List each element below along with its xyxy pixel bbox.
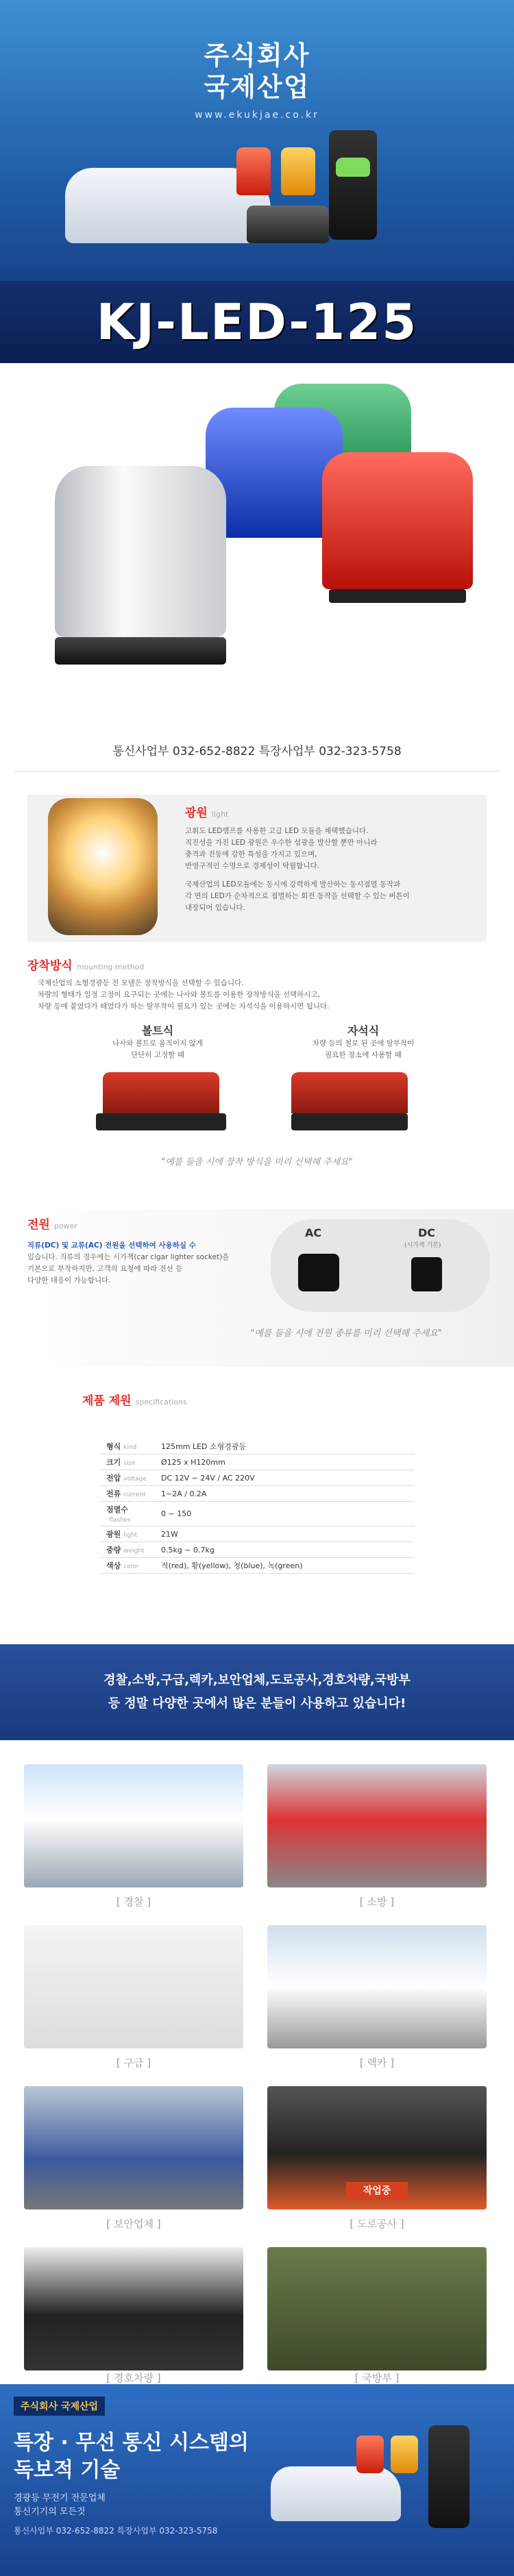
spec-key-en: current bbox=[123, 1491, 146, 1498]
light-source-text bbox=[185, 826, 480, 914]
model-title: KJ-LED-125 bbox=[96, 293, 418, 351]
footer-red-beacon bbox=[356, 2436, 384, 2473]
spec-row bbox=[99, 1486, 415, 1502]
spec-value: 125mm LED 소형경광등 bbox=[154, 1439, 415, 1454]
header-banner bbox=[0, 0, 514, 301]
text-line: 반영구적인 수명으로 경제성이 탁월합니다. bbox=[185, 862, 319, 870]
clear-beacon-image bbox=[55, 466, 226, 637]
text-line: 있습니다. 직류의 경우에는 시가잭(car cigar lighter socket)을 bbox=[27, 1253, 230, 1261]
clear-beacon-base bbox=[55, 637, 226, 665]
magnet-type-desc: 필요한 장소에 사용할 때 bbox=[325, 1051, 402, 1059]
tow-truck-photo bbox=[267, 1925, 487, 2048]
spec-key-label: 광원 bbox=[106, 1530, 121, 1539]
specs-title: 제품 제원 bbox=[82, 1394, 132, 1408]
spec-key bbox=[99, 1558, 154, 1574]
footer-headline2: 독보적 기술 bbox=[14, 2458, 121, 2482]
footer-radio-image bbox=[428, 2425, 469, 2528]
text-line: 직류(DC) 및 교류(AC) 전원을 선택하여 사용하실 수 bbox=[27, 1241, 196, 1250]
red-beacon-image-large bbox=[322, 452, 473, 589]
footer-company-tag: 주식회사 국제산업 bbox=[14, 2397, 105, 2416]
military-truck-photo bbox=[267, 2247, 487, 2370]
dc-sub-label: (시가잭 기본) bbox=[404, 1242, 441, 1249]
gallery-caption: [ 소방 ] bbox=[359, 1896, 395, 1908]
spec-value: Ø125 x H120mm bbox=[154, 1454, 415, 1470]
spec-key-en: kind bbox=[123, 1444, 137, 1451]
text-line: 고휘도 LED램프를 사용한 고급 LED 모듈을 채택했습니다. bbox=[185, 827, 369, 835]
light-source-section bbox=[27, 795, 487, 942]
spec-row bbox=[99, 1558, 415, 1574]
road-sign: 작업중 bbox=[346, 2182, 408, 2200]
text-line: 각 면의 LED가 순차적으로 점멸하는 회전 동작을 선택할 수 있는 버튼이 bbox=[185, 892, 410, 900]
magnet-mount-image bbox=[291, 1072, 408, 1113]
magnet-type bbox=[288, 1022, 439, 1061]
bolt-type-title: 볼트식 bbox=[141, 1024, 174, 1037]
magnet-type-desc: 차량 등의 철로 된 곳에 탈부착이 bbox=[312, 1039, 415, 1048]
text-line: 차량의 형태가 일정 고정이 요구되는 곳에는 나사와 볼트를 이용한 장착방식을 선택하시고, bbox=[38, 991, 321, 999]
spec-key bbox=[99, 1502, 154, 1526]
spec-row bbox=[99, 1526, 415, 1542]
magnet-type-title: 자석식 bbox=[347, 1024, 380, 1037]
gallery-caption: [ 렉카 ] bbox=[359, 2057, 395, 2069]
spec-key bbox=[99, 1486, 154, 1502]
spec-value: 적(red), 황(yellow), 청(blue), 녹(green) bbox=[154, 1558, 415, 1574]
mounting-title: 장착방식 bbox=[27, 959, 73, 973]
mounting-text bbox=[38, 978, 476, 1013]
red-beacon-base bbox=[329, 589, 466, 603]
text-line: 차량 등에 붙였다가 떼었다가 하는 탈부착이 필요가 있는 곳에는 자석식을 이용하시면 됩니다. bbox=[38, 1002, 330, 1011]
spec-row bbox=[99, 1439, 415, 1454]
spec-key-label: 전류 bbox=[106, 1489, 121, 1498]
spec-value: 0.5kg ~ 0.7kg bbox=[154, 1542, 415, 1558]
footer-police-car-image bbox=[271, 2466, 401, 2521]
spec-key bbox=[99, 1526, 154, 1542]
spec-key-label: 형식 bbox=[106, 1442, 121, 1451]
spec-row bbox=[99, 1470, 415, 1486]
text-line: 다양한 대응이 가능합니다. bbox=[27, 1276, 111, 1285]
spec-row bbox=[99, 1542, 415, 1558]
footer-headline1: 특장 · 무선 통신 시스템의 bbox=[14, 2431, 249, 2455]
company-name-line1: 주식회사 bbox=[204, 40, 310, 71]
text-line: 직진성을 가진 LED 광원은 우수한 섬광을 발산할 뿐만 아니라 bbox=[185, 839, 378, 847]
magnet-mount-base bbox=[291, 1113, 408, 1130]
usage-line2: 등 정말 다양한 곳에서 많은 분들이 사용하고 있습니다! bbox=[108, 1696, 406, 1711]
product-photo-area bbox=[0, 363, 514, 747]
gallery bbox=[0, 1764, 514, 2384]
power-heading bbox=[27, 1215, 77, 1232]
radio-image bbox=[329, 130, 377, 240]
power-title-en: power bbox=[53, 1222, 77, 1230]
spec-key bbox=[99, 1439, 154, 1454]
mounting-title-en: mounting method bbox=[76, 963, 145, 971]
specs-section bbox=[0, 1391, 514, 1610]
footer-sub1: 경광등 무전기 전문업체 bbox=[14, 2493, 106, 2503]
website-url[interactable]: www.ekukjae.co.kr bbox=[195, 110, 319, 121]
spec-key-en: weight bbox=[123, 1548, 145, 1555]
spec-key-en: size bbox=[123, 1460, 136, 1467]
spec-key-label: 전압 bbox=[106, 1474, 121, 1483]
gallery-caption: [ 국방부 ] bbox=[354, 2372, 400, 2384]
bolt-type-desc: 단단히 고정할 때 bbox=[131, 1051, 184, 1059]
fire-truck-photo bbox=[267, 1764, 487, 1887]
mounting-section bbox=[0, 956, 514, 1192]
bolt-mount-image bbox=[103, 1072, 219, 1113]
text-line: 국제산업의 소형경광등 전 모델은 장착방식을 선택할 수 있습니다. bbox=[38, 979, 244, 987]
radio-screen bbox=[336, 158, 370, 177]
text-line: 내장되어 있습니다. bbox=[185, 904, 245, 912]
power-title: 전원 bbox=[27, 1218, 50, 1232]
spec-key-label: 색상 bbox=[106, 1561, 121, 1570]
spec-value: 21W bbox=[154, 1526, 415, 1542]
bolt-type-desc: 나사와 볼트로 움직이지 않게 bbox=[112, 1039, 203, 1048]
light-source-title-en: light bbox=[211, 810, 229, 819]
bolt-type bbox=[89, 1022, 226, 1061]
police-photo bbox=[24, 1764, 243, 1887]
usage-banner bbox=[0, 1644, 514, 1740]
gallery-caption: [ 경호차량 ] bbox=[106, 2372, 161, 2384]
spec-key-en: color bbox=[123, 1563, 139, 1570]
contact-line: 통신사업부 032-652-8822 특장사업부 032-323-5758 bbox=[112, 745, 402, 758]
power-section bbox=[0, 1209, 514, 1367]
footer-contact: 통신사업부 032-652-8822 특장사업부 032-323-5758 bbox=[14, 2526, 218, 2536]
spec-key bbox=[99, 1470, 154, 1486]
power-text bbox=[27, 1240, 254, 1287]
spec-key-en: voltage bbox=[123, 1476, 147, 1483]
mounting-heading bbox=[27, 956, 144, 973]
usage-line1: 경찰,소방,구급,렉카,보안업체,도로공사,경호차량,국방부 bbox=[103, 1673, 411, 1687]
spec-value: 0 ~ 150 bbox=[154, 1502, 415, 1526]
spec-row bbox=[99, 1502, 415, 1526]
text-line: 기본으로 부착하지만, 고객의 요청에 따라 전선 등 bbox=[27, 1265, 183, 1273]
dc-label: DC bbox=[418, 1226, 436, 1239]
escort-car-photo bbox=[24, 2247, 243, 2370]
model-title-bar bbox=[0, 281, 514, 363]
spec-value: DC 12V ~ 24V / AC 220V bbox=[154, 1470, 415, 1486]
red-beacon-image bbox=[236, 147, 271, 195]
dc-plug-icon bbox=[411, 1257, 442, 1291]
security-cars-photo bbox=[24, 2086, 243, 2209]
spec-key-label: 크기 bbox=[106, 1458, 121, 1467]
power-note: "예를 들을 시에 전원 종류를 미리 선택해 주세요" bbox=[250, 1328, 442, 1339]
spec-key-label: 점멸수 bbox=[106, 1505, 128, 1514]
specs-heading bbox=[82, 1391, 187, 1408]
specs-table bbox=[99, 1439, 415, 1574]
spec-row bbox=[99, 1454, 415, 1470]
gallery-caption: [ 구급 ] bbox=[116, 2057, 151, 2069]
spec-key bbox=[99, 1454, 154, 1470]
ac-label: AC bbox=[305, 1226, 322, 1239]
text-line: 충격과 진동에 강한 특성을 가지고 있으며, bbox=[185, 850, 317, 858]
footer-banner bbox=[0, 2384, 514, 2576]
ac-plug-icon bbox=[298, 1254, 339, 1291]
footer-yellow-beacon bbox=[391, 2436, 418, 2473]
specs-title-en: specifications bbox=[135, 1398, 187, 1407]
led-module-image bbox=[48, 798, 158, 935]
gallery-caption: [ 경찰 ] bbox=[116, 1896, 151, 1908]
mounting-note: "예를 들을 시에 장착 방식을 미리 선택해 주세요" bbox=[161, 1157, 353, 1167]
speaker-image bbox=[247, 206, 329, 243]
bolt-mount-base bbox=[96, 1113, 226, 1130]
light-source-heading bbox=[185, 803, 228, 820]
company-name-line2: 국제산업 bbox=[204, 72, 310, 102]
gallery-caption: [ 도로공사 ] bbox=[350, 2218, 404, 2230]
spec-value: 1~2A / 0.2A bbox=[154, 1486, 415, 1502]
spec-key-en: light bbox=[123, 1532, 138, 1539]
ambulance-photo bbox=[24, 1925, 243, 2048]
text-line: 국제산업의 LED모듈에는 동시에 강력하게 발산하는 동시점멸 동작과 bbox=[185, 880, 401, 889]
footer-sub2: 통신기기의 모든것 bbox=[14, 2507, 86, 2517]
light-source-title: 광원 bbox=[185, 806, 208, 820]
spec-key bbox=[99, 1542, 154, 1558]
spec-key-en: flashes bbox=[109, 1517, 131, 1524]
spec-key-label: 중량 bbox=[106, 1546, 121, 1555]
yellow-beacon-image bbox=[281, 147, 315, 195]
gallery-caption: [ 보안업체 ] bbox=[106, 2218, 161, 2230]
